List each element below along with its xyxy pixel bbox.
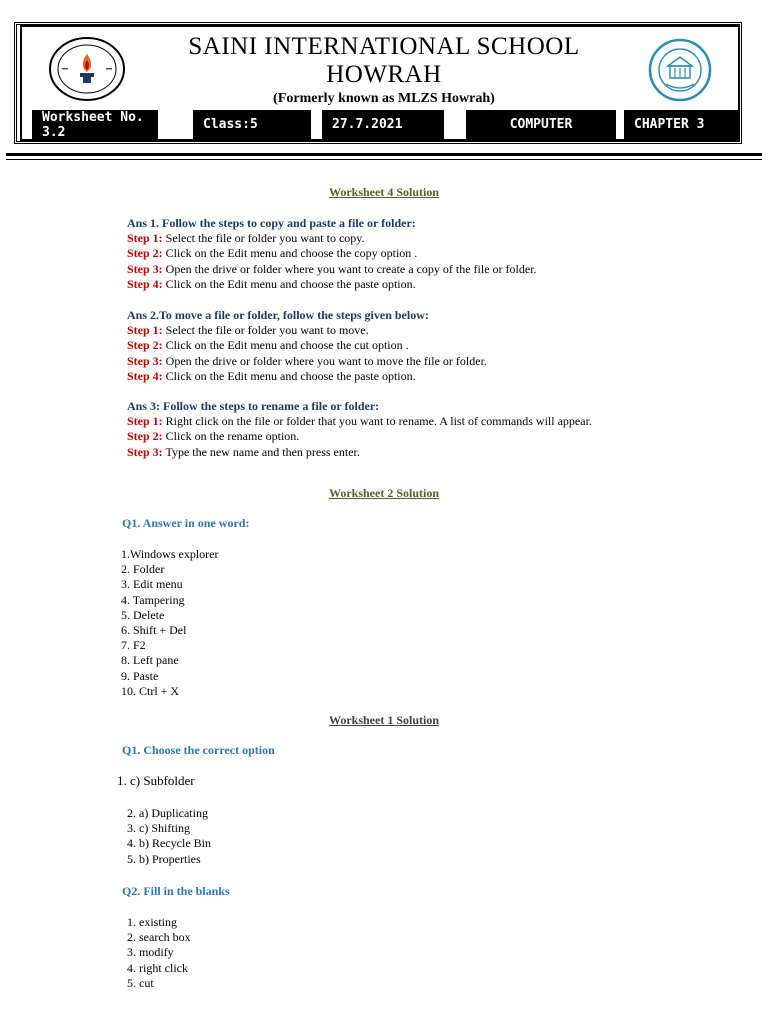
step-line <box>127 338 487 353</box>
ws4-ans3 <box>127 399 592 460</box>
step-line <box>127 445 592 460</box>
list-item: 8. Left pane <box>121 653 179 668</box>
step-text: Click on the Edit menu and choose the cut option . <box>162 338 409 353</box>
ws1-q1-first-answer: 1. c) Subfolder <box>117 773 195 788</box>
worksheet-number: Worksheet No. 3.2 <box>32 110 158 139</box>
step-label: Step 4: <box>127 368 163 383</box>
step-line <box>127 231 537 246</box>
worksheet-1-title: Worksheet 1 Solution <box>328 713 439 727</box>
list-item: 4. b) Recycle Bin <box>127 836 211 851</box>
step-label: Step 2: <box>127 246 163 261</box>
step-text: Select the file or folder you want to copy. <box>162 231 365 246</box>
step-text: Click on the rename option. <box>162 429 300 444</box>
list-item: 5. cut <box>127 975 154 990</box>
step-line <box>127 429 592 444</box>
step-label: Step 3: <box>127 261 163 276</box>
list-item: 2. Folder <box>121 562 165 577</box>
header-divider-thin <box>6 159 762 160</box>
step-text: Click on the Edit menu and choose the copy option . <box>162 246 418 261</box>
step-label: Step 3: <box>127 353 163 368</box>
class-label: Class:5 <box>193 110 311 139</box>
list-item: 1. existing <box>127 915 177 929</box>
step-line <box>127 414 592 429</box>
step-label: Step 4: <box>127 276 163 291</box>
ws1-q2-answer-list <box>127 915 191 991</box>
formerly-known-as: (Formerly known as MLZS Howrah) <box>273 91 495 106</box>
step-line <box>127 369 487 384</box>
ws2-answer-list <box>121 547 219 699</box>
step-label: Step 2: <box>127 429 163 444</box>
step-label: Step 3: <box>127 444 163 459</box>
ws2-question-1: Q1. Answer in one word: <box>122 516 250 530</box>
step-line <box>127 246 537 261</box>
list-item: 1.Windows explorer <box>121 547 219 561</box>
ws4-ans1 <box>127 216 537 292</box>
step-text: Click on the Edit menu and choose the paste option. <box>162 276 416 291</box>
header-divider-thick <box>6 153 762 156</box>
worksheet-4-title: Worksheet 4 Solution <box>328 185 439 199</box>
step-label: Step 2: <box>127 338 163 353</box>
list-item: 4. Tampering <box>121 592 185 607</box>
step-text: Click on the Edit menu and choose the paste option. <box>162 368 416 383</box>
subject-label: COMPUTER <box>466 110 616 139</box>
list-item: 3. Edit menu <box>121 577 183 592</box>
ans1-heading: Ans 1. Follow the steps to copy and paste a file or folder: <box>127 216 416 230</box>
school-city: HOWRAH <box>326 61 442 88</box>
ws1-question-2: Q2. Fill in the blanks <box>122 884 230 898</box>
chapter-label: CHAPTER 3 <box>624 110 740 139</box>
step-text: Right click on the file or folder that you want to rename. A list of commands will appear. <box>162 414 592 429</box>
step-line <box>127 262 537 277</box>
school-name: SAINI INTERNATIONAL SCHOOL <box>188 33 580 60</box>
list-item: 10. Ctrl + X <box>121 683 180 698</box>
ans3-heading: Ans 3: Follow the steps to rename a file or folder: <box>127 399 380 413</box>
list-item: 3. modify <box>127 945 174 960</box>
step-text: Open the drive or folder where you want to create a copy of the file or folder. <box>162 261 537 276</box>
step-text: Open the drive or folder where you want to move the file or folder. <box>162 353 487 368</box>
ws4-ans2 <box>127 308 487 384</box>
ws1-q1-answer-list <box>127 806 211 867</box>
worksheet-2-title: Worksheet 2 Solution <box>328 486 439 500</box>
step-label: Step 1: <box>127 231 163 246</box>
list-item: 2. a) Duplicating <box>127 806 208 820</box>
ws1-question-1: Q1. Choose the correct option <box>122 743 275 757</box>
step-text: Type the new name and then press enter. <box>162 444 360 459</box>
list-item: 9. Paste <box>121 668 159 683</box>
date-label: 27.7.2021 <box>322 110 444 139</box>
list-item: 5. Delete <box>121 607 165 622</box>
step-line <box>127 354 487 369</box>
list-item: 4. right click <box>127 960 188 975</box>
step-text: Select the file or folder you want to move. <box>162 323 369 338</box>
list-item: 7. F2 <box>121 638 146 653</box>
step-label: Step 1: <box>127 323 163 338</box>
list-item: 2. search box <box>127 930 191 945</box>
step-label: Step 1: <box>127 414 163 429</box>
ans2-heading: Ans 2.To move a file or folder, follow the steps given below: <box>127 308 429 322</box>
list-item: 3. c) Shifting <box>127 821 190 836</box>
list-item: 5. b) Properties <box>127 851 201 866</box>
list-item: 6. Shift + Del <box>121 623 187 638</box>
step-line <box>127 323 487 338</box>
step-line <box>127 277 537 292</box>
